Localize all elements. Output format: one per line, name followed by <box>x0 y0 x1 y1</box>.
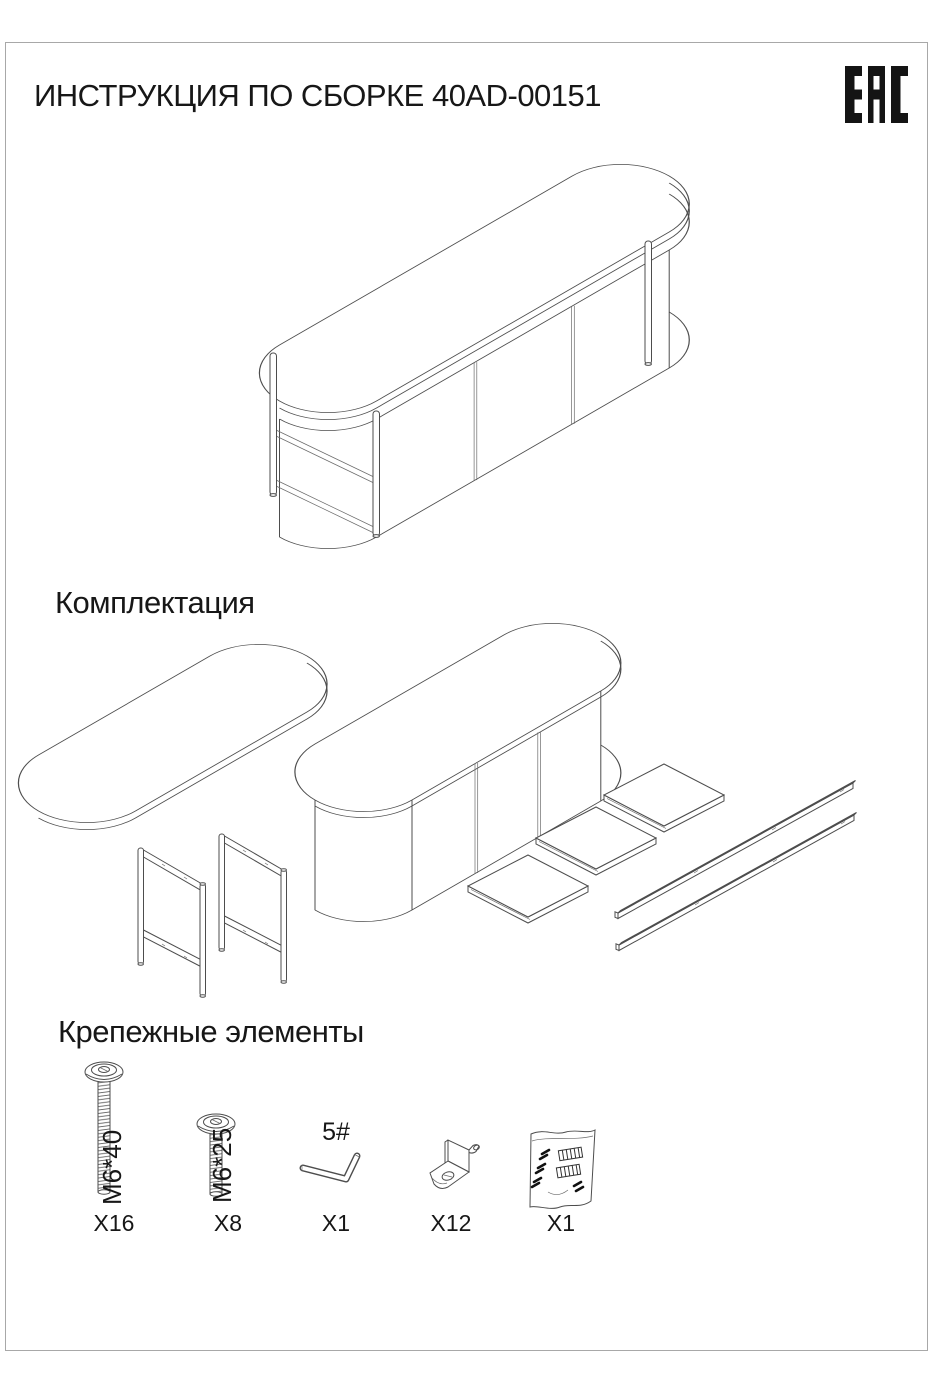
part-leg-frame <box>219 834 287 983</box>
eac-logo-icon <box>845 65 909 125</box>
quantity-label: X8 <box>213 1210 243 1236</box>
bolt-m6x25-size-label: M6*25 <box>207 1127 237 1203</box>
hex-key-size-label: 5# <box>322 1118 350 1146</box>
shelf-bracket-icon <box>424 1134 482 1200</box>
quantity-label: X1 <box>321 1210 351 1236</box>
bolt-m6x40-size-label: M6*40 <box>97 1129 127 1205</box>
quantity-label: X1 <box>546 1210 576 1236</box>
part-top-panel <box>0 628 355 846</box>
parts-section-heading: Комплектация <box>55 585 255 620</box>
page-title: ИНСТРУКЦИЯ ПО СБОРКЕ 40AD-00151 <box>34 78 602 113</box>
assembled-cabinet-drawing <box>228 148 728 573</box>
hardware-section-heading: Крепежные элементы <box>58 1014 364 1049</box>
quantity-label: X12 <box>430 1210 472 1236</box>
fittings-pack-icon <box>522 1124 602 1216</box>
part-rail <box>616 813 857 951</box>
part-cabinet-body <box>267 607 650 938</box>
part-shelf-panel <box>468 855 588 923</box>
quantity-label: X16 <box>93 1210 135 1236</box>
part-leg-frame <box>138 848 206 997</box>
parts-exploded-drawing <box>18 645 918 1020</box>
hex-key-icon <box>298 1150 368 1196</box>
